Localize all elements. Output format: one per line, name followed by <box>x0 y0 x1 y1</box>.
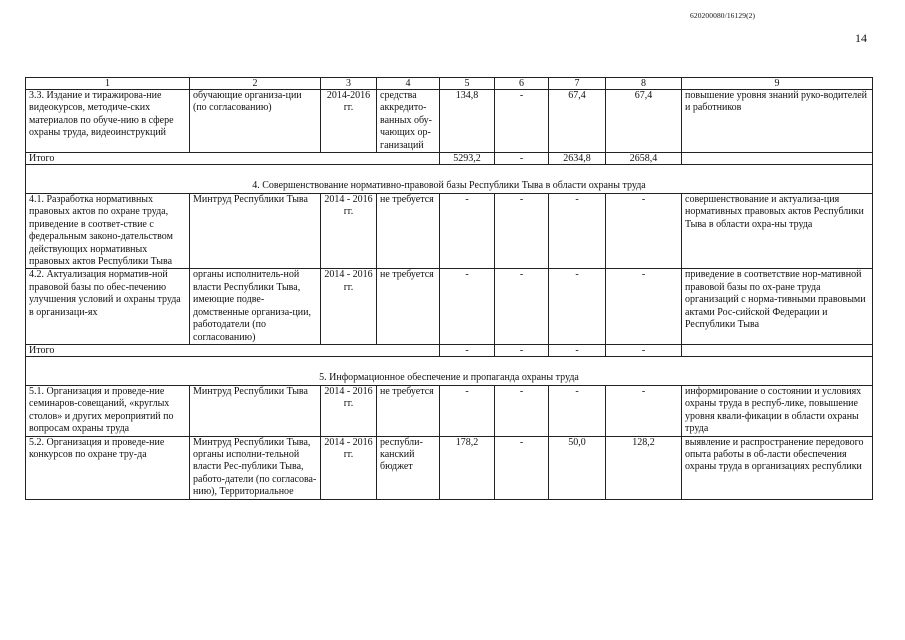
amount-total: - <box>440 385 495 436</box>
amount-2014: - <box>495 385 549 436</box>
amount-2015: - <box>549 269 606 344</box>
period: 2014 - 2016 гг. <box>321 194 377 269</box>
expected-result: приведение в соответствие нор-мативной правовой базы по ох-ране труда организаций с норма-тивными правовыми актами Рос-сийской Федерации и Республики Тыва <box>682 269 873 344</box>
section-row <box>26 356 873 385</box>
funding-source: средства аккредито-ванных обу-чающих ор-ганизаций <box>377 90 440 153</box>
amount-total: - <box>440 194 495 269</box>
expected-result <box>682 344 873 356</box>
total-row <box>26 344 873 356</box>
period: 2014 - 2016 гг. <box>321 269 377 344</box>
amount-2016: 67,4 <box>606 90 682 153</box>
document-code: 620200080/16129(2) <box>690 11 756 20</box>
amount-2014: - <box>495 436 549 499</box>
funding-source: не требуется <box>377 385 440 436</box>
executor: Минтруд Республики Тыва <box>190 194 321 269</box>
period: 2014-2016 гг. <box>321 90 377 153</box>
measure-name: 4.1. Разработка нормативных правовых актов по охране труда, приведение в соответ-ствие с федеральным законо-дательством действующих нормативных правовых актов Республики Тыва <box>26 194 190 269</box>
expected-result: информирование о состоянии и условиях охраны труда в респуб-лике, повышение уровня квали-фикации в области охраны труда <box>682 385 873 436</box>
amount-2015: - <box>549 385 606 436</box>
amount-total: - <box>440 344 495 356</box>
section-row <box>26 165 873 194</box>
amount-2014: - <box>495 90 549 153</box>
amount-total: 5293,2 <box>440 153 495 165</box>
funding-source: республи-канский бюджет <box>377 436 440 499</box>
table-row <box>26 385 873 436</box>
amount-2015: 2634,8 <box>549 153 606 165</box>
amount-2014: - <box>495 269 549 344</box>
amount-total: - <box>440 269 495 344</box>
column-number: 5 <box>440 78 495 90</box>
page-number: 14 <box>855 31 867 45</box>
amount-2016: - <box>606 344 682 356</box>
total-label: Итого <box>26 344 440 356</box>
column-number-row <box>26 78 873 90</box>
column-number: 3 <box>321 78 377 90</box>
amount-2016: - <box>606 269 682 344</box>
measure-name: 4.2. Актуализация норматив-ной правовой базы по обес-печению улучшения условий и охраны труда в организаци-ях <box>26 269 190 344</box>
table-row <box>26 436 873 499</box>
total-label: Итого <box>26 153 440 165</box>
column-number: 1 <box>26 78 190 90</box>
column-number: 7 <box>549 78 606 90</box>
amount-2014: - <box>495 194 549 269</box>
measure-name: 3.3. Издание и тиражирова-ние видеокурсов, методиче-ских материалов по обуче-нию в сфере охраны труда, видеоинструкций <box>26 90 190 153</box>
amount-2016: - <box>606 385 682 436</box>
period: 2014 - 2016 гг. <box>321 385 377 436</box>
executor: обучающие организа-ции (по согласованию) <box>190 90 321 153</box>
section-title: 4. Совершенствование нормативно-правовой базы Республики Тыва в области охраны труда <box>26 165 873 194</box>
measure-name: 5.2. Организация и проведе-ние конкурсов по охране тру-да <box>26 436 190 499</box>
amount-2014: - <box>495 344 549 356</box>
column-number: 6 <box>495 78 549 90</box>
amount-2016: 2658,4 <box>606 153 682 165</box>
column-number: 8 <box>606 78 682 90</box>
amount-2015: - <box>549 194 606 269</box>
program-table <box>25 77 873 500</box>
amount-2015: 67,4 <box>549 90 606 153</box>
funding-source: не требуется <box>377 269 440 344</box>
amount-total: 178,2 <box>440 436 495 499</box>
measure-name: 5.1. Организация и проведе-ние семинаров-совещаний, «круглых столов» и других мероприятий по вопросам охраны труда <box>26 385 190 436</box>
total-row <box>26 153 873 165</box>
amount-2016: 128,2 <box>606 436 682 499</box>
amount-2016: - <box>606 194 682 269</box>
expected-result: выявление и распространение передового опыта работы в об-ласти обеспечения охраны труда в организациях республики <box>682 436 873 499</box>
amount-2015: 50,0 <box>549 436 606 499</box>
executor: Минтруд Республики Тыва, органы исполни-тельной власти Рес-публики Тыва, работо-датели (по согласова-нию), Территориальное <box>190 436 321 499</box>
table-row <box>26 194 873 269</box>
amount-2015: - <box>549 344 606 356</box>
expected-result <box>682 153 873 165</box>
section-title: 5. Информационное обеспечение и пропаганда охраны труда <box>26 356 873 385</box>
amount-total: 134,8 <box>440 90 495 153</box>
executor: Минтруд Республики Тыва <box>190 385 321 436</box>
table-row <box>26 269 873 344</box>
amount-2014: - <box>495 153 549 165</box>
column-number: 2 <box>190 78 321 90</box>
executor: органы исполнитель-ной власти Республики Тыва, имеющие подве-домственные организа-ции, работодатели (по согласованию) <box>190 269 321 344</box>
table-row <box>26 90 873 153</box>
column-number: 4 <box>377 78 440 90</box>
column-number: 9 <box>682 78 873 90</box>
funding-source: не требуется <box>377 194 440 269</box>
period: 2014 - 2016 гг. <box>321 436 377 499</box>
expected-result: совершенствование и актуализа-ция нормативных правовых актов Республики Тыва в области охра-ны труда <box>682 194 873 269</box>
expected-result: повышение уровня знаний руко-водителей и работников <box>682 90 873 153</box>
